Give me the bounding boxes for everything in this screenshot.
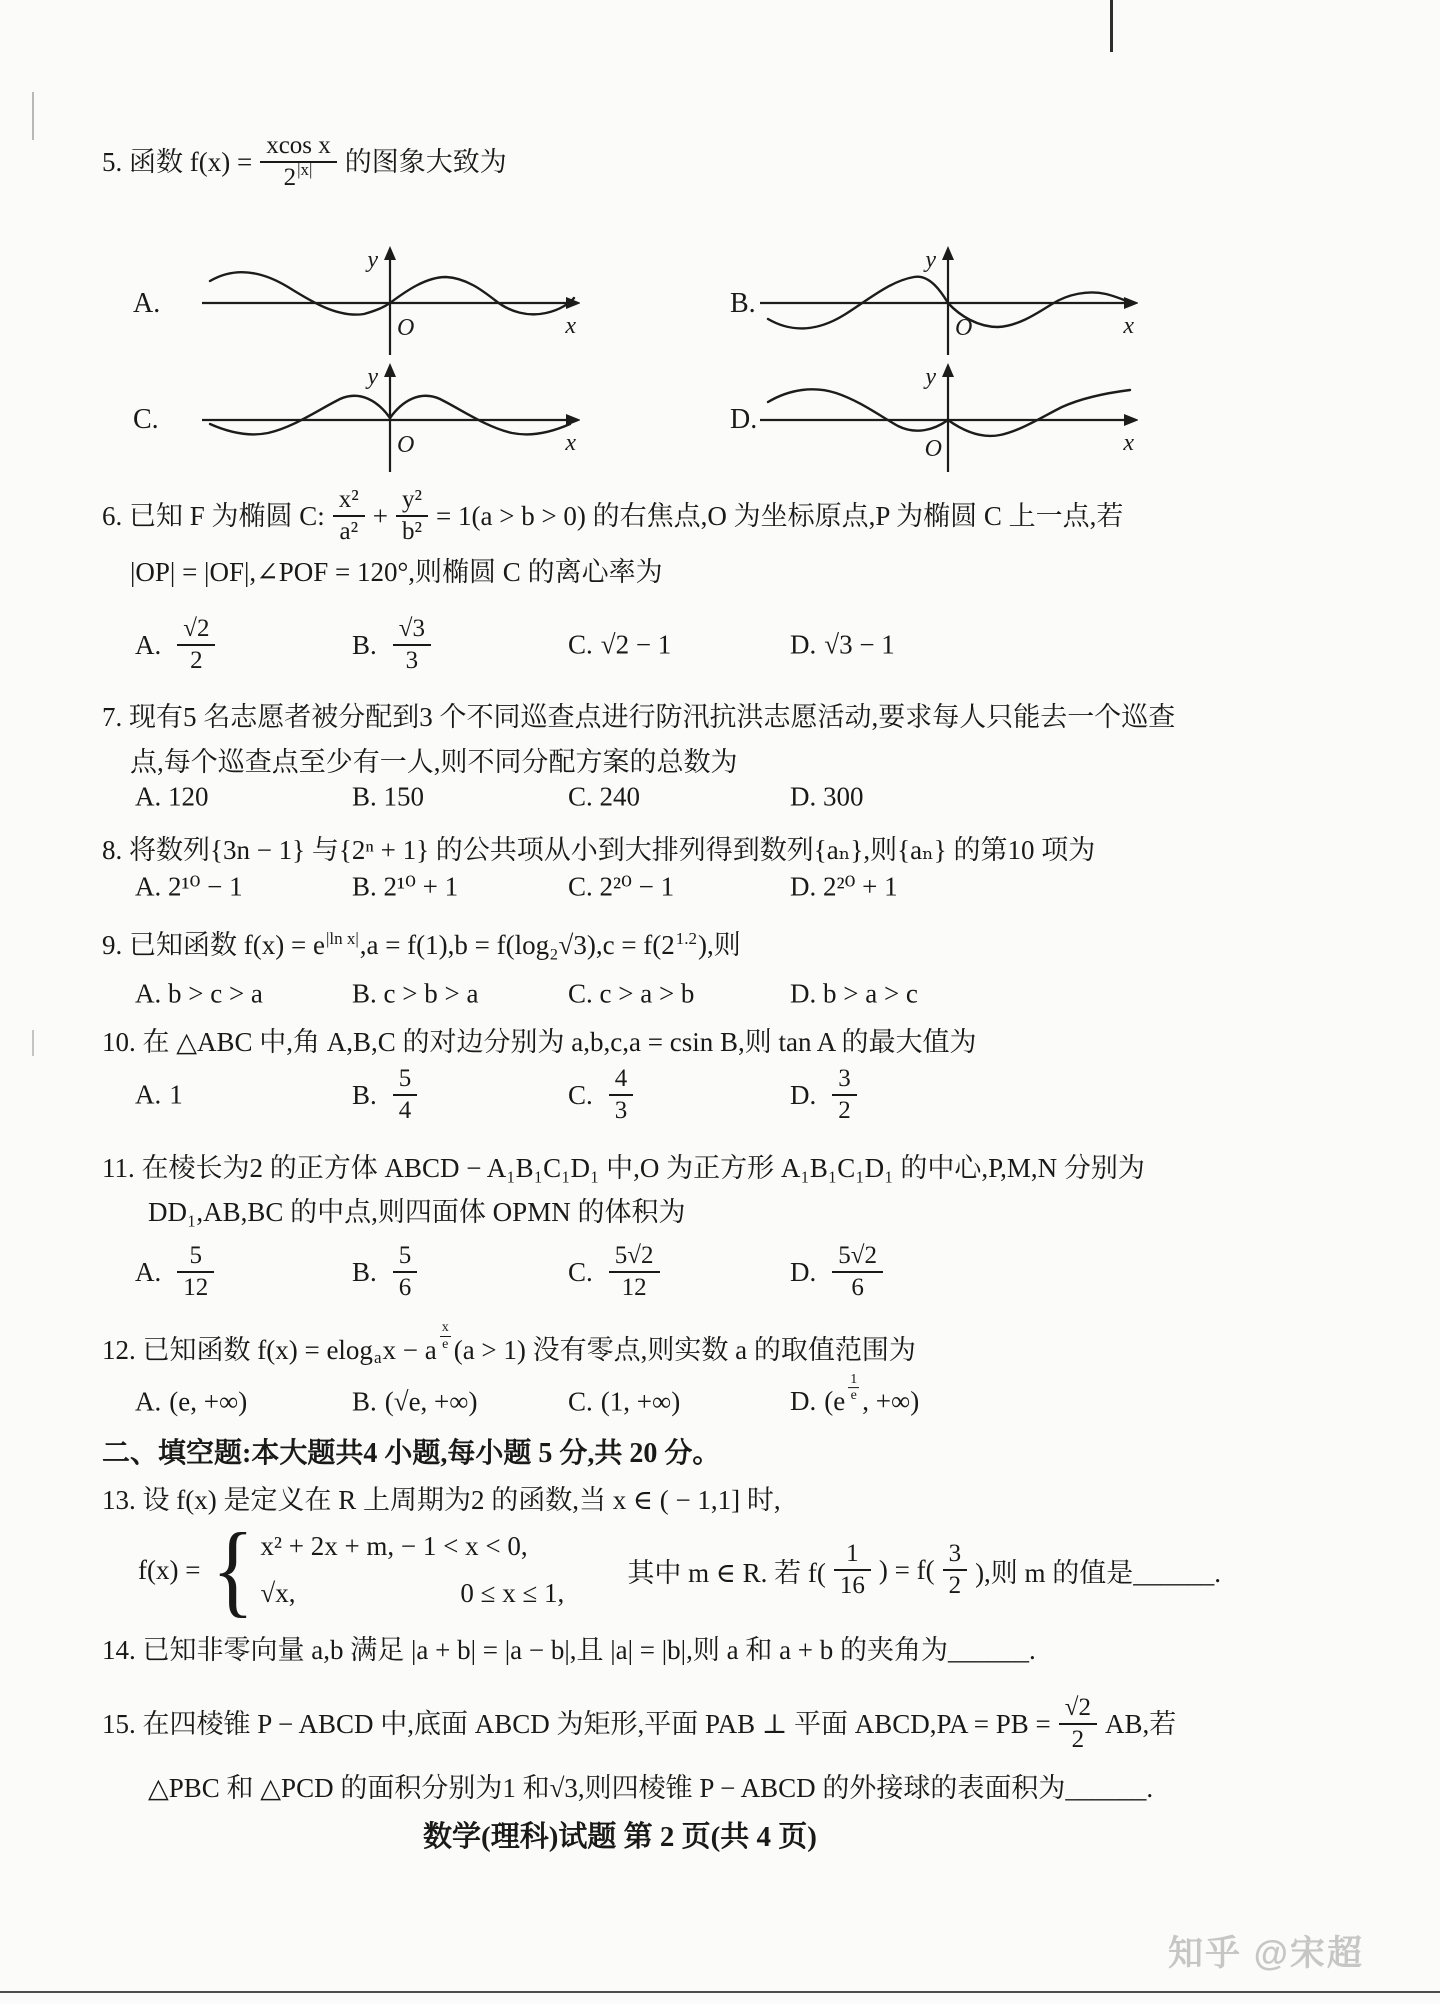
q10-opt-a-text: 1 <box>169 1079 183 1110</box>
question-7-options <box>105 775 1185 819</box>
question-9-stem <box>102 925 741 969</box>
q12-opt-d-exp-den: e <box>850 1388 857 1404</box>
q10-option-c <box>568 1065 641 1125</box>
question-11-options <box>105 1232 1185 1312</box>
q9-opt-c-text: C. c > a > b <box>568 978 695 1009</box>
q5-den-base: 2 <box>283 164 297 191</box>
graph-a-label: A. <box>133 288 161 319</box>
graph-c-label: C. <box>133 404 159 435</box>
q12-opt-c-label: C. <box>568 1386 593 1417</box>
graph-a-xlabel: x <box>565 313 576 339</box>
q6-opt-c-label: C. <box>568 629 593 660</box>
q12-exp-den: e <box>442 1336 449 1352</box>
question-11-line2: DD₁,AB,BC 的中点,则四面体 OPMN 的体积为 <box>148 1197 686 1227</box>
q9-opt-a-text: A. b > c > a <box>135 978 263 1009</box>
q6-opt-d-label: D. <box>790 629 817 660</box>
q8-opt-a-text: A. 2¹⁰ − 1 <box>135 871 243 902</box>
q11-opt-d-frac <box>832 1242 883 1302</box>
q13-frac-1-num: 1 <box>834 1540 871 1571</box>
q6-fraction-x <box>333 486 365 546</box>
q13-frac-1 <box>834 1540 871 1600</box>
question-13-line1: 13. 设 f(x) 是定义在 R 上周期为2 的函数,当 x ∈ ( − 1,1] 时, <box>102 1485 781 1515</box>
q7-opt-d-text: D. 300 <box>790 781 864 812</box>
section-2-header: 二、填空题:本大题共4 小题,每小题 5 分,共 20 分。 <box>102 1438 721 1469</box>
q8-opt-d-text: D. 2²⁰ + 1 <box>790 871 898 902</box>
q11-opt-b-num: 5 <box>393 1242 418 1273</box>
q7-opt-a-text: A. 120 <box>135 781 209 812</box>
q10-opt-c-frac <box>609 1065 634 1125</box>
q13-case-2-expr: √x, <box>260 1578 296 1608</box>
page-footer: 数学(理科)试题 第 2 页(共 4 页) <box>423 1821 817 1853</box>
q10-opt-c-den: 3 <box>614 1097 628 1124</box>
q10-opt-a-label: A. <box>135 1079 162 1110</box>
q12-log-base: a <box>373 1348 382 1367</box>
q13-cont-3: ),则 m 的值是______. <box>975 1557 1222 1588</box>
q10-opt-d-num: 3 <box>832 1065 857 1096</box>
graph-b-xlabel: x <box>1123 313 1134 339</box>
q6-plus: + <box>372 501 389 531</box>
question-12-stem <box>102 1322 916 1378</box>
q13-frac-2 <box>943 1540 968 1600</box>
q11-opt-a-num: 5 <box>177 1242 214 1273</box>
graph-b-label: B. <box>730 288 756 319</box>
q6-opt-b-label: B. <box>352 629 377 660</box>
q13-frac-1-den: 16 <box>839 1572 865 1599</box>
q8-option-c <box>568 872 674 903</box>
q9-text-before: 9. 已知函数 f(x) = e <box>102 930 325 960</box>
q6-opt-a-label: A. <box>135 629 162 660</box>
q9-option-a <box>135 979 263 1010</box>
q12-text-before: 12. 已知函数 f(x) = elog <box>102 1335 373 1365</box>
q13-cases <box>260 1523 605 1617</box>
q10-opt-d-label: D. <box>790 1079 817 1110</box>
q15-frac-num: √2 <box>1059 1694 1097 1725</box>
q7-option-d <box>790 782 864 813</box>
q13-case-1: x² + 2x + m, − 1 < x < 0, <box>260 1531 528 1561</box>
q6-option-a <box>135 615 223 675</box>
question-15-line1 <box>102 1688 1176 1760</box>
q12-opt-d-pre: (e <box>824 1386 846 1417</box>
q11-option-c <box>568 1242 668 1302</box>
scan-mark-left-mid <box>32 1030 34 1056</box>
q6-frac-y-den: b² <box>402 518 423 545</box>
q6-opt-b-num: √3 <box>393 615 431 646</box>
q6-opt-a-frac <box>177 615 215 675</box>
graph-b-ylabel: y <box>925 247 936 273</box>
q9-opt-b-text: B. c > b > a <box>352 978 479 1009</box>
q9-exponent-2: 1.2 <box>675 929 698 948</box>
q6-opt-a-den: 2 <box>190 647 203 674</box>
q12-opt-c-text: (1, +∞) <box>600 1386 681 1417</box>
q6-frac-x-den: a² <box>339 518 359 545</box>
q13-case-2 <box>260 1570 605 1617</box>
q8-opt-c-text: C. 2²⁰ − 1 <box>568 871 675 902</box>
q12-option-c <box>568 1387 680 1418</box>
q15-text-before: 15. 在四棱锥 P − ABCD 中,底面 ABCD 为矩形,平面 PAB ⊥ 平面 ABCD,PA = PB = <box>102 1709 1051 1739</box>
q15-frac-den: 2 <box>1071 1726 1085 1753</box>
q12-option-b <box>352 1387 478 1418</box>
q12-opt-d-label: D. <box>790 1386 817 1417</box>
q6-opt-b-frac <box>393 615 431 675</box>
q15-fraction <box>1059 1694 1097 1754</box>
q6-opt-c-text: √2 − 1 <box>600 629 672 660</box>
graph-a-ylabel: y <box>367 247 378 273</box>
graph-d-label: D. <box>730 404 758 435</box>
q11-opt-a-frac <box>177 1242 214 1302</box>
graph-d-origin: O <box>924 436 942 462</box>
q6-frac-x-num: x² <box>333 486 365 517</box>
q6-option-c <box>568 630 671 661</box>
q6-frac-y-num: y² <box>396 486 428 517</box>
q11-opt-c-den: 12 <box>621 1274 647 1301</box>
q11-opt-c-frac <box>609 1242 660 1302</box>
q6-text-after: = 1(a > b > 0) 的右焦点,O 为坐标原点,P 为椭圆 C 上一点,若 <box>436 501 1124 531</box>
q10-option-a <box>135 1080 183 1111</box>
q5-text-after: 的图象大致为 <box>344 147 507 177</box>
q8-option-d <box>790 872 898 903</box>
q5-fraction <box>260 132 337 192</box>
question-10-options <box>105 1055 1185 1135</box>
q13-cont-1: 其中 m ∈ R. 若 f( <box>627 1557 826 1588</box>
q9-opt-d-text: D. b > a > c <box>790 978 918 1009</box>
q13-frac-2-den: 2 <box>948 1572 962 1599</box>
question-13-piecewise <box>138 1512 1222 1627</box>
question-7-line1: 7. 现有5 名志愿者被分配到3 个不同巡查点进行防汛抗洪志愿活动,要求每人只能去一个巡查 <box>102 702 1176 732</box>
question-11-line1: 11. 在棱长为2 的正方体 ABCD − A₁B₁C₁D₁ 中,O 为正方形 A₁B₁C₁D₁ 的中心,P,M,N 分别为 <box>102 1153 1145 1183</box>
graph-b <box>758 243 1138 363</box>
q12-exp-num: x <box>441 1320 449 1336</box>
q11-option-d <box>790 1242 891 1302</box>
q5-frac-numerator: xcos x <box>260 132 337 163</box>
question-6-stem <box>102 480 1123 552</box>
graph-c-xlabel: x <box>565 430 576 456</box>
q10-opt-b-label: B. <box>352 1079 377 1110</box>
q5-den-exponent: |x| <box>297 160 313 179</box>
q7-option-b <box>352 782 424 813</box>
question-5-stem <box>102 125 507 199</box>
q9-option-d <box>790 979 918 1010</box>
graph-d-xlabel: x <box>1123 430 1134 456</box>
q6-opt-a-num: √2 <box>177 615 215 646</box>
q10-opt-c-label: C. <box>568 1079 593 1110</box>
q6-option-d <box>790 630 895 661</box>
q11-opt-d-den: 6 <box>851 1274 864 1301</box>
q12-option-d <box>790 1372 920 1418</box>
question-7-line2: 点,每个巡查点至少有一人,则不同分配方案的总数为 <box>130 747 738 777</box>
graph-c <box>200 360 580 480</box>
question-6-line2: |OP| = |OF|,∠POF = 120°,则椭圆 C 的离心率为 <box>130 557 663 587</box>
graph-b-origin: O <box>955 315 973 341</box>
q12-opt-d-exp-frac <box>848 1372 859 1404</box>
question-6-options <box>105 605 1185 685</box>
q13-brace: { <box>212 1512 255 1627</box>
q7-option-a <box>135 782 209 813</box>
q6-opt-d-text: √3 − 1 <box>824 629 895 660</box>
graph-c-ylabel: y <box>367 364 378 390</box>
q8-option-b <box>352 872 458 903</box>
q6-text-before: 6. 已知 F 为椭圆 C: <box>102 501 325 531</box>
q11-opt-c-num: 5√2 <box>609 1242 660 1273</box>
q11-option-a <box>135 1242 222 1302</box>
q9-text-after: ),则 <box>698 930 741 960</box>
q11-opt-b-den: 6 <box>398 1274 412 1301</box>
q12-opt-d-post: , +∞) <box>862 1386 920 1417</box>
q6-option-b <box>352 615 439 675</box>
q12-option-a <box>135 1387 247 1418</box>
q10-opt-b-num: 5 <box>393 1065 418 1096</box>
q8-option-a <box>135 872 243 903</box>
q10-option-b <box>352 1065 425 1125</box>
graph-a <box>200 243 580 363</box>
q11-opt-b-label: B. <box>352 1256 377 1287</box>
q5-frac-denominator <box>260 160 337 192</box>
q11-opt-a-den: 12 <box>183 1274 209 1301</box>
q9-exponent-1: |ln x| <box>325 929 359 948</box>
watermark: 知乎 @宋超 <box>1168 1934 1364 1973</box>
question-14-stem: 14. 已知非零向量 a,b 满足 |a + b| = |a − b|,且 |a| = |b|,则 a 和 a + b 的夹角为______. <box>102 1635 1036 1665</box>
q15-text-after: AB,若 <box>1105 1709 1177 1739</box>
q5-text-before: 5. 函数 f(x) = <box>102 147 253 177</box>
q11-opt-b-frac <box>393 1242 418 1302</box>
q11-opt-d-num: 5√2 <box>832 1242 883 1273</box>
q11-opt-a-label: A. <box>135 1256 162 1287</box>
q12-opt-b-label: B. <box>352 1386 377 1417</box>
q8-opt-b-text: B. 2¹⁰ + 1 <box>352 871 459 902</box>
question-15-line2: △PBC 和 △PCD 的面积分别为1 和√3,则四棱锥 P − ABCD 的外接球的表面积为______. <box>148 1773 1154 1803</box>
q13-cont-2: ) = f( <box>878 1554 935 1585</box>
q10-opt-b-frac <box>393 1065 418 1125</box>
graph-d-ylabel: y <box>925 364 936 390</box>
q12-opt-a-label: A. <box>135 1386 162 1417</box>
question-10-stem: 10. 在 △ABC 中,角 A,B,C 的对边分别为 a,b,c,a = csin B,则 tan A 的最大值为 <box>102 1027 977 1057</box>
q9-text-mid: ,a = f(1),b = f(log₂√3),c = f(2 <box>359 930 675 960</box>
q6-opt-b-den: 3 <box>405 647 419 674</box>
q11-option-b <box>352 1242 425 1302</box>
q12-opt-a-text: (e, +∞) <box>169 1386 248 1417</box>
q11-opt-d-label: D. <box>790 1256 817 1287</box>
graph-c-origin: O <box>397 432 415 458</box>
q12-text-after: (a > 1) 没有零点,则实数 a 的取值范围为 <box>453 1335 916 1365</box>
q6-fraction-y <box>396 486 428 546</box>
q9-option-b <box>352 979 478 1010</box>
graph-d <box>758 360 1138 480</box>
graph-a-origin: O <box>397 315 415 341</box>
q10-opt-d-den: 2 <box>838 1097 851 1124</box>
scan-mark-left-upper <box>32 92 34 140</box>
q9-option-c <box>568 979 694 1010</box>
q7-opt-c-text: C. 240 <box>568 781 641 812</box>
q13-case-2-domain: 0 ≤ x ≤ 1, <box>460 1578 565 1608</box>
scan-mark-top-right <box>1110 0 1113 52</box>
q11-opt-c-label: C. <box>568 1256 593 1287</box>
q12-exponent-fraction <box>440 1320 451 1352</box>
question-8-options <box>105 865 1185 909</box>
q10-opt-d-frac <box>832 1065 857 1125</box>
q12-opt-d-exp-num: 1 <box>850 1372 858 1388</box>
question-8-stem: 8. 将数列{3n − 1} 与{2ⁿ + 1} 的公共项从小到大排列得到数列{aₙ},则{aₙ} 的第10 项为 <box>102 835 1096 865</box>
question-9-options <box>105 972 1185 1016</box>
q12-text-mid: x − a <box>382 1335 437 1365</box>
q13-frac-2-num: 3 <box>943 1540 968 1571</box>
q12-opt-b-text: (√e, +∞) <box>384 1386 478 1417</box>
q7-opt-b-text: B. 150 <box>352 781 425 812</box>
question-12-options <box>105 1372 1185 1426</box>
q7-option-c <box>568 782 640 813</box>
q10-option-d <box>790 1065 865 1125</box>
q13-continuation <box>627 1540 1221 1600</box>
q10-opt-c-num: 4 <box>609 1065 634 1096</box>
scan-edge-bottom <box>0 1991 1440 1993</box>
q10-opt-b-den: 4 <box>398 1097 412 1124</box>
q13-lhs: f(x) = <box>138 1554 201 1585</box>
